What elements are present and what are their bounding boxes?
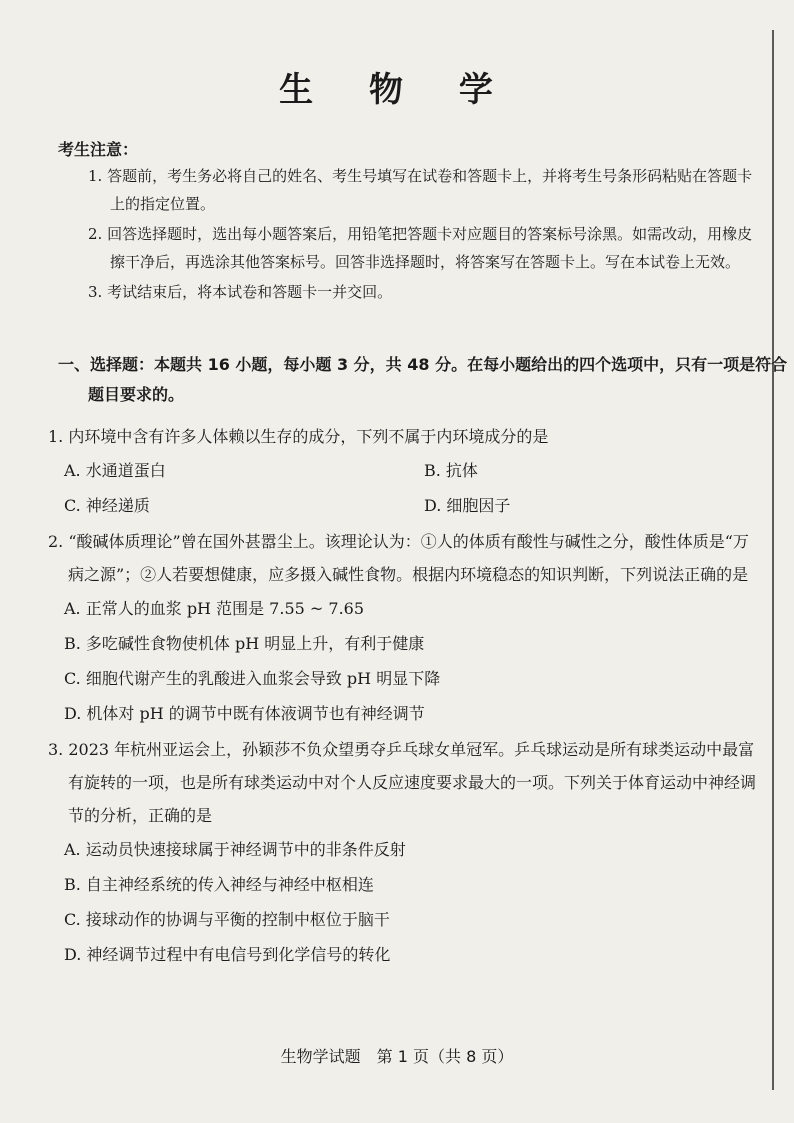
option-a: A. 运动员快速接球属于神经调节中的非条件反射 xyxy=(64,840,406,859)
option-b: B. 自主神经系统的传入神经与神经中枢相连 xyxy=(64,875,374,894)
question-stem: 3. 2023 年杭州亚运会上，孙颖莎不负众望勇夺乒乓球女单冠军。乒乓球运动是所有球类运动中最富有旋转的一项，也是所有球类运动中对个人反应速度要求最大的一项。下列关于体育运动中神经调节的分析，正确的是 xyxy=(48,740,757,825)
option-b: B. 抗体 xyxy=(424,461,478,480)
notice-item-1: 1. 答题前，考生务必将自己的姓名、考生号填写在试卷和答题卡上，并将考生号条形码粘贴在答题卡上的指定位置。 xyxy=(88,167,753,213)
question-1 xyxy=(48,420,764,523)
section-heading: 一、选择题：本题共 16 小题，每小题 3 分，共 48 分。在每小题给出的四个选项中，只有一项是符合题目要求的。 xyxy=(58,355,788,404)
question-3 xyxy=(48,733,764,972)
question-stem: 1. 内环境中含有许多人体赖以生存的成分，下列不属于内环境成分的是 xyxy=(48,427,549,446)
question-options xyxy=(48,591,764,731)
question-options xyxy=(48,832,764,972)
option-d: D. 细胞因子 xyxy=(424,496,511,515)
notice-heading: 考生注意： xyxy=(58,140,139,159)
question-list xyxy=(48,420,764,974)
option-c: C. 接球动作的协调与平衡的控制中枢位于脑干 xyxy=(64,910,390,929)
option-d: D. 神经调节过程中有电信号到化学信号的转化 xyxy=(64,945,391,964)
option-d: D. 机体对 pH 的调节中既有体液调节也有神经调节 xyxy=(64,704,425,723)
question-stem: 2. “酸碱体质理论”曾在国外甚嚣尘上。该理论认为：①人的体质有酸性与碱性之分，酸性体质是“万病之源”；②人若要想健康，应多摄入碱性食物。根据内环境稳态的知识判断，下列说法正确的是 xyxy=(48,532,749,584)
question-options xyxy=(48,453,764,523)
question-2 xyxy=(48,525,764,731)
notice-item-2: 2. 回答选择题时，选出每小题答案后，用铅笔把答题卡对应题目的答案标号涂黑。如需改动，用橡皮擦干净后，再选涂其他答案标号。回答非选择题时，将答案写在答题卡上。写在本试卷上无效。 xyxy=(88,225,753,271)
notice-list xyxy=(88,162,760,308)
option-a: A. 水通道蛋白 xyxy=(64,461,166,480)
option-b: B. 多吃碱性食物使机体 pH 明显上升，有利于健康 xyxy=(64,634,425,653)
page-footer: 生物学试题 第 1 页（共 8 页） xyxy=(280,1047,514,1066)
page-edge-line xyxy=(772,30,774,1090)
option-a: A. 正常人的血浆 pH 范围是 7.55 ~ 7.65 xyxy=(64,599,365,618)
option-c: C. 细胞代谢产生的乳酸进入血浆会导致 pH 明显下降 xyxy=(64,669,441,688)
option-c: C. 神经递质 xyxy=(64,496,150,515)
notice-item-3: 3. 考试结束后，将本试卷和答题卡一并交回。 xyxy=(88,283,393,301)
exam-title: 生 物 学 xyxy=(279,70,515,110)
